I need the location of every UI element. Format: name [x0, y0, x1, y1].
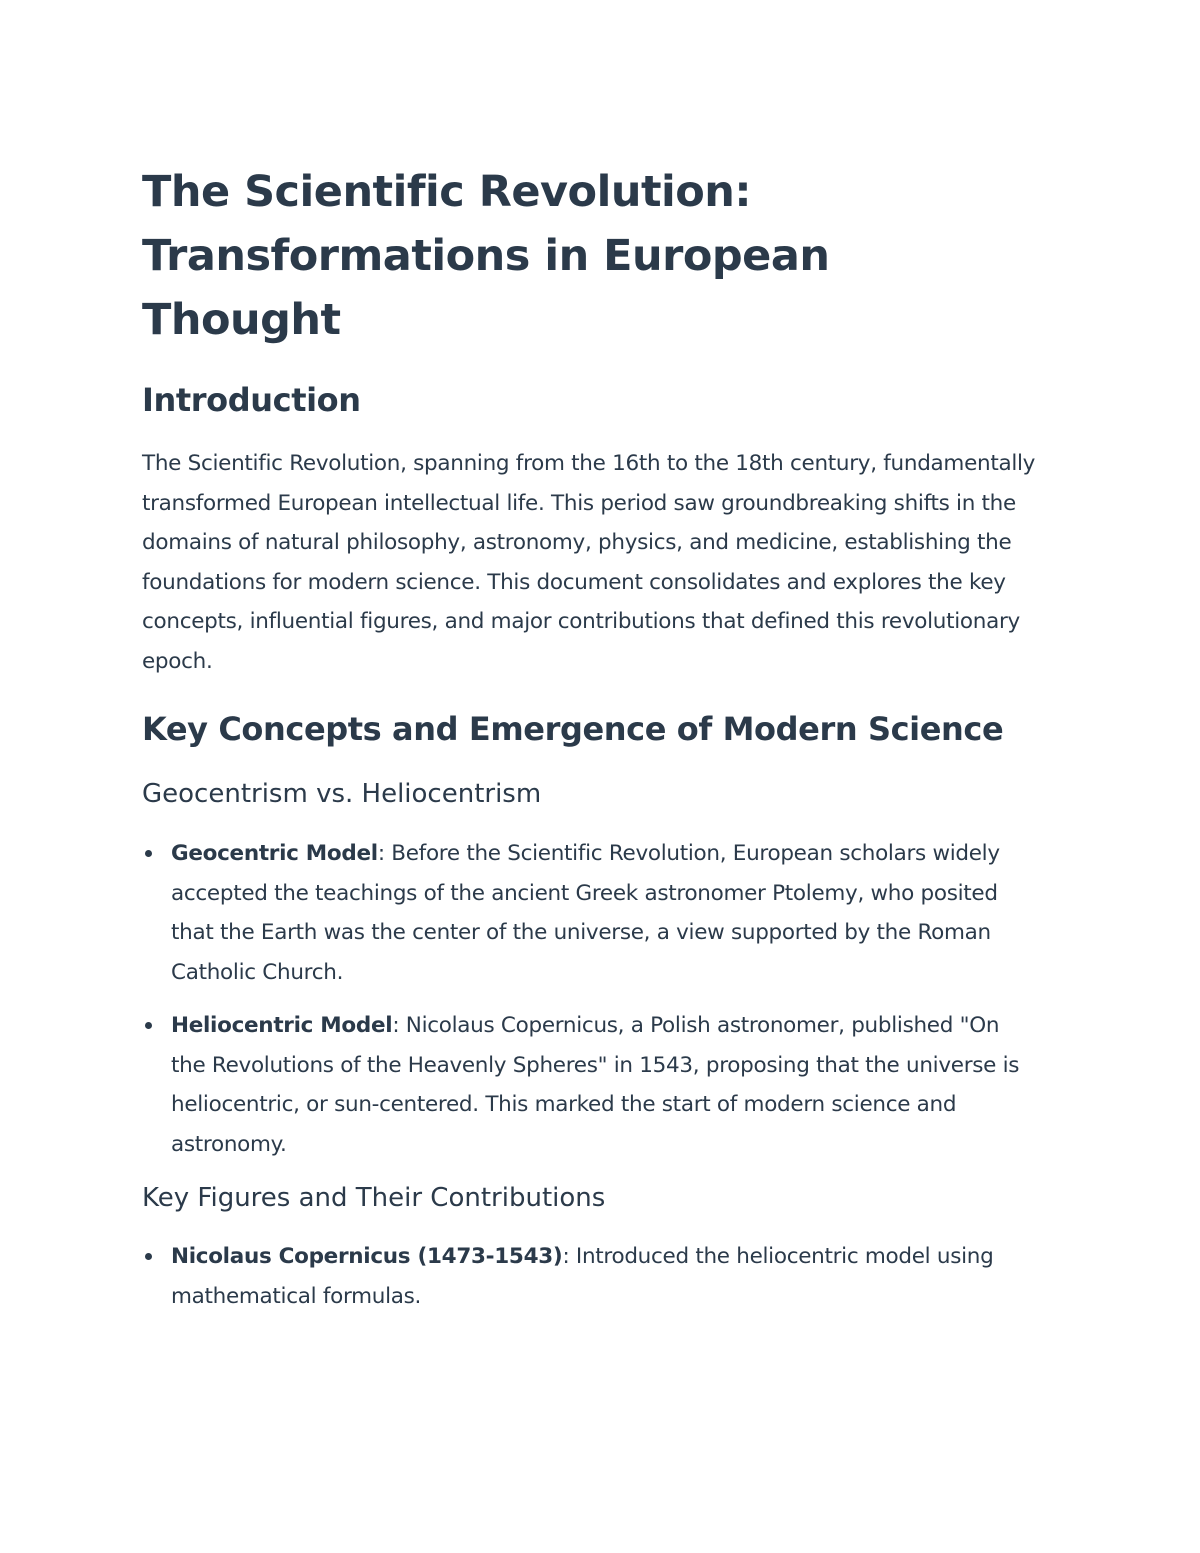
- list-item-term: Heliocentric Model: [171, 1013, 393, 1038]
- key-figures-heading: Key Figures and Their Contributions: [142, 1183, 606, 1213]
- bullet-icon: [145, 1022, 152, 1029]
- list-item-text: : Nicolaus Copernicus, a Polish astronomer, published "On the Revolutions of the Heavenly Spheres" in 1543, proposing that the universe is heliocentric, or sun-centered. This marked the start of modern science and astronomy.: [171, 1013, 1020, 1157]
- introduction-paragraph: The Scientific Revolution, spanning from the 16th to the 18th century, fundamentally transformed European intellectual life. This period saw groundbreaking shifts in the domains of natural philosophy, astronomy, physics, and medicine, establishing the foundations for modern science. This document consolidates and explores the key concepts, influential figures, and major contributions that defined this revolutionary epoch.: [142, 451, 1036, 674]
- list-item-term: Geocentric Model: [171, 841, 378, 866]
- key-concepts-heading: Key Concepts and Emergence of Modern Science: [142, 710, 1004, 748]
- list-item: [142, 1237, 1037, 1316]
- bullet-icon: [145, 850, 152, 857]
- list-item: [142, 834, 1037, 992]
- list-item-text: : Introduced the heliocentric model using mathematical formulas.: [171, 1244, 994, 1309]
- geo-helio-list: [142, 834, 1042, 1164]
- list-item-text: : Before the Scientific Revolution, European scholars widely accepted the teachings of the ancient Greek astronomer Ptolemy, who posited that the Earth was the center of the universe, a view supported by the Roman Catholic Church.: [171, 841, 1000, 985]
- document-title: The Scientific Revolution: Transformations in European Thought: [142, 167, 830, 345]
- list-item-term: Nicolaus Copernicus (1473-1543): [171, 1244, 563, 1269]
- key-figures-list: [142, 1237, 1042, 1316]
- document-page: [142, 160, 1042, 1330]
- introduction-heading: Introduction: [142, 381, 361, 419]
- list-item: [142, 1006, 1037, 1164]
- geo-helio-heading: Geocentrism vs. Heliocentrism: [142, 779, 542, 809]
- bullet-icon: [145, 1253, 152, 1260]
